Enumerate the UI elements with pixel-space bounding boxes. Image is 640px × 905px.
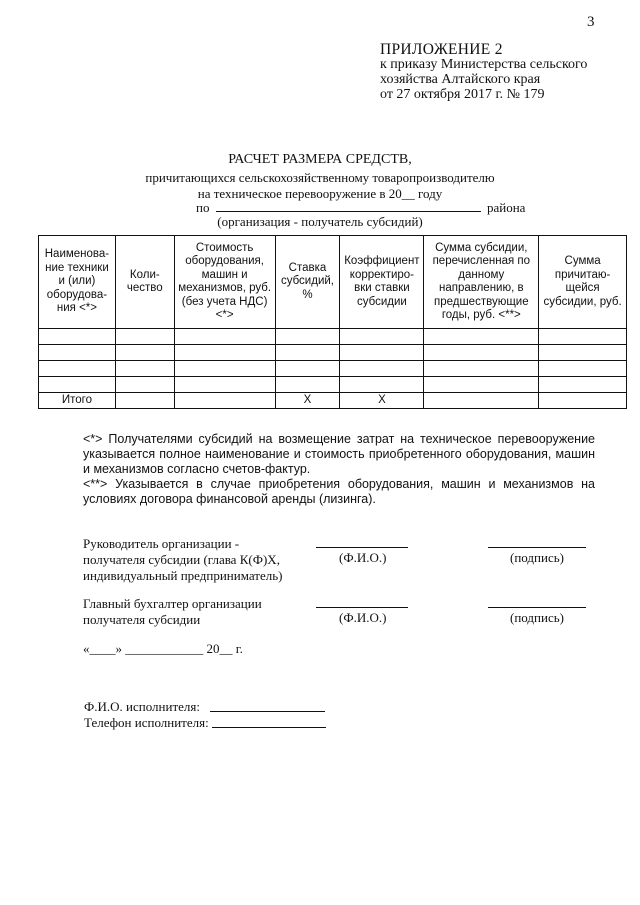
head-sign-line[interactable] <box>488 547 586 548</box>
district-suffix: района <box>486 200 526 215</box>
header-due-sum: Сумма причитаю-щейся субсидии, руб. <box>539 236 627 329</box>
table-cell[interactable] <box>539 345 627 361</box>
subsidy-table <box>38 235 627 409</box>
table-cell[interactable] <box>39 377 116 393</box>
executor-name-line[interactable] <box>210 711 325 712</box>
head-signature-label <box>83 536 283 584</box>
date-line[interactable]: «____» ____________ 20__ г. <box>83 641 243 656</box>
accountant-fio-line[interactable] <box>316 607 408 608</box>
executor-phone-line[interactable] <box>212 727 326 728</box>
header-rate: Ставка субсидий, % <box>275 236 340 329</box>
table-cell[interactable] <box>275 329 340 345</box>
table-cell[interactable] <box>39 345 116 361</box>
table-cell[interactable] <box>174 361 275 377</box>
document-heading <box>0 152 640 202</box>
table-cell[interactable] <box>115 329 174 345</box>
heading-title: РАСЧЕТ РАЗМЕРА СРЕДСТВ, <box>228 152 412 167</box>
table-cell[interactable] <box>275 361 340 377</box>
table-cell[interactable] <box>174 345 275 361</box>
signature-label-line: Главный бухгалтер организации <box>83 596 262 611</box>
table-cell[interactable] <box>39 361 116 377</box>
page-number: 3 <box>587 14 595 30</box>
district-fill-line[interactable] <box>216 200 481 212</box>
total-quantity[interactable] <box>115 393 174 409</box>
accountant-sign-label: (подпись) <box>510 610 564 625</box>
table-cell[interactable] <box>340 329 424 345</box>
table-row <box>39 345 627 361</box>
head-sign-label: (подпись) <box>510 550 564 565</box>
footnote-1: <*> Получателями субсидий на возмещение затрат на техническое перевооружение указывается полное наименование и стоимость приобретенного оборудования, машин и механизмов согласно счетов-фактур. <box>83 432 595 476</box>
table-header-row <box>39 236 627 329</box>
table-cell[interactable] <box>539 377 627 393</box>
accountant-sign-line[interactable] <box>488 607 586 608</box>
total-due-sum[interactable] <box>539 393 627 409</box>
executor-phone-row <box>84 715 209 731</box>
table-cell[interactable] <box>424 377 539 393</box>
appendix-line: к приказу Министерства сельского <box>380 57 588 72</box>
table-cell[interactable] <box>340 361 424 377</box>
signature-label-line: Руководитель организации - <box>83 536 240 551</box>
heading-subtitle: причитающихся сельскохозяйственному товаропроизводителю <box>145 170 495 185</box>
total-previous-sum[interactable] <box>424 393 539 409</box>
district-prefix: по <box>196 200 210 215</box>
executor-name-row <box>84 699 200 715</box>
table-cell[interactable] <box>115 345 174 361</box>
executor-name-label: Ф.И.О. исполнителя: <box>84 699 200 714</box>
header-equipment-name: Наименова-ние техники и (или) оборудова-ния <*> <box>39 236 116 329</box>
appendix-line: хозяйства Алтайского края <box>380 72 541 87</box>
appendix-date: от 27 октября 2017 г. № 179 <box>380 87 545 102</box>
table-cell[interactable] <box>39 329 116 345</box>
footnotes <box>83 432 595 507</box>
table-cell[interactable] <box>174 377 275 393</box>
table-cell[interactable] <box>115 361 174 377</box>
heading-subtitle: на техническое перевооружение в 20__ году <box>197 186 443 201</box>
head-fio-label: (Ф.И.О.) <box>339 550 387 565</box>
table-cell[interactable] <box>275 377 340 393</box>
table-cell[interactable] <box>115 377 174 393</box>
executor-phone-label: Телефон исполнителя: <box>84 715 209 730</box>
signature-label-line: получателя субсидии (глава К(Ф)Х, <box>83 552 280 567</box>
header-previous-sum: Сумма субсидии, перечисленная по данному направлению, в предшествующие годы, руб. <**> <box>424 236 539 329</box>
table-cell[interactable] <box>539 361 627 377</box>
table-cell[interactable] <box>174 329 275 345</box>
table-cell[interactable] <box>424 361 539 377</box>
header-cost: Стоимость оборудования, машин и механизмов, руб. (без учета НДС) <*> <box>174 236 275 329</box>
table-row <box>39 377 627 393</box>
table-cell[interactable] <box>340 345 424 361</box>
footnote-2: <**> Указывается в случае приобретения оборудования, машин и механизмов на условиях договора финансовой аренды (лизинга). <box>83 477 595 506</box>
accountant-signature-label <box>83 596 262 628</box>
header-coefficient: Коэффициент корректиро-вки ставки субсидии <box>340 236 424 329</box>
appendix-title: ПРИЛОЖЕНИЕ 2 <box>380 41 503 58</box>
appendix-header <box>380 42 587 102</box>
signature-label-line: получателя субсидии <box>83 612 201 627</box>
signature-label-line: индивидуальный предприниматель) <box>83 568 283 583</box>
table-row <box>39 361 627 377</box>
total-rate: Х <box>275 393 340 409</box>
table-row <box>39 329 627 345</box>
head-fio-line[interactable] <box>316 547 408 548</box>
org-note: (организация - получатель субсидий) <box>217 214 423 229</box>
total-row <box>39 393 627 409</box>
table-cell[interactable] <box>340 377 424 393</box>
table-cell[interactable] <box>424 329 539 345</box>
table-cell[interactable] <box>539 329 627 345</box>
table-cell[interactable] <box>275 345 340 361</box>
total-coefficient: Х <box>340 393 424 409</box>
total-label: Итого <box>39 393 116 409</box>
total-cost[interactable] <box>174 393 275 409</box>
table-cell[interactable] <box>424 345 539 361</box>
accountant-fio-label: (Ф.И.О.) <box>339 610 387 625</box>
header-quantity: Коли-чество <box>115 236 174 329</box>
